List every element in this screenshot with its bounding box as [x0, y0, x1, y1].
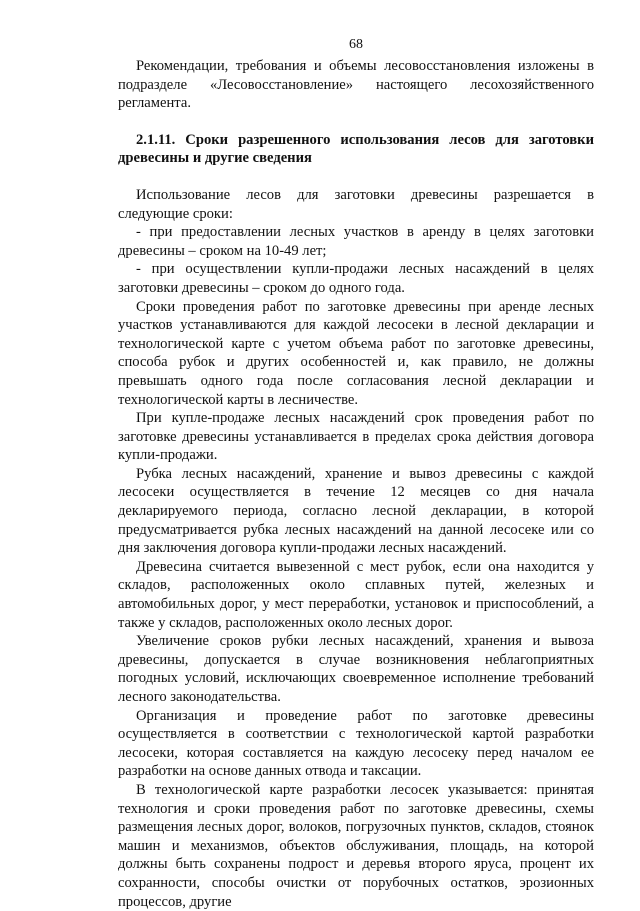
paragraph-sale-terms: При купле-продаже лесных насаждений срок проведения работ по заготовке древесины устанавливается в пределах срока действия договора купли-продажи. — [118, 410, 594, 464]
paragraph-removed-timber: Древесина считается вывезенной с мест рубок, если она находится у складов, расположенных около сплавных путей, железных и автомобильных дорог, у мест переработки, установок и приспособлений, а также у складов, расположенных около лесных дорог. — [118, 558, 594, 631]
paragraph-organization: Организация и проведение работ по заготовке древесины осуществляется в соответствии с технологической картой разработки лесосеки, которая составляется на каждую лесосеку перед началом ее разработки на основе данных отвода и таксации. — [118, 707, 594, 780]
paragraph-felling-storage: Рубка лесных насаждений, хранение и вывоз древесины с каждой лесосеки осуществляется в течение 12 месяцев со дня начала декларируемого периода, согласно лесной декларации, в которой предусматривается рубка лесных насаждений на данной лесосеке или со дня заключения договора купли-продажи лесных насаждений. — [118, 465, 594, 557]
page-number: 68 — [349, 37, 363, 52]
paragraph-work-terms: Сроки проведения работ по заготовке древесины при аренде лесных участков устанавливаются для каждой лесосеки в лесной декларации и технологической карте с учетом объема работ по заготовке древесины, способа рубок и других особенностей и, как правило, не должны превышать одного года после согласования лесной декларации и технологической карты в лесничестве. — [118, 298, 594, 408]
paragraph-extension: Увеличение сроков рубки лесных насаждений, хранения и вывоза древесины, допускается в случае возникновения неблагоприятных погодных условий, исключающих своевременное исполнение требований лесного законодательства. — [118, 633, 594, 705]
section-heading: 2.1.11. Сроки разрешенного использования лесов для заготовки древесины и другие сведения — [118, 131, 594, 167]
intro-paragraph: Рекомендации, требования и объемы лесовосстановления изложены в подразделе «Лесовосстановление» настоящего лесохозяйственного регламента. — [118, 58, 594, 112]
document-page — [118, 37, 594, 911]
paragraph-tech-map: В технологической карте разработки лесосек указывается: принятая технология и сроки проведения работ по заготовке древесины, схемы размещения лесных дорог, волоков, погрузочных пунктов, складов, стоянок машин и механизмов, объектов обслуживания, площадь, на которой должны быть сохранены подрост и деревья второго яруса, процент их сохранности, способы очистки от порубочных остатков, эрозионных процессов, другие — [118, 781, 594, 910]
list-item-lease: - при предоставлении лесных участков в аренду в целях заготовки древесины – сроком на 10-49 лет; — [118, 224, 594, 259]
list-item-sale: - при осуществлении купли-продажи лесных насаждений в целях заготовки древесины – сроком до одного года. — [118, 261, 594, 296]
paragraph-terms-intro: Использование лесов для заготовки древесины разрешается в следующие сроки: — [118, 186, 594, 222]
